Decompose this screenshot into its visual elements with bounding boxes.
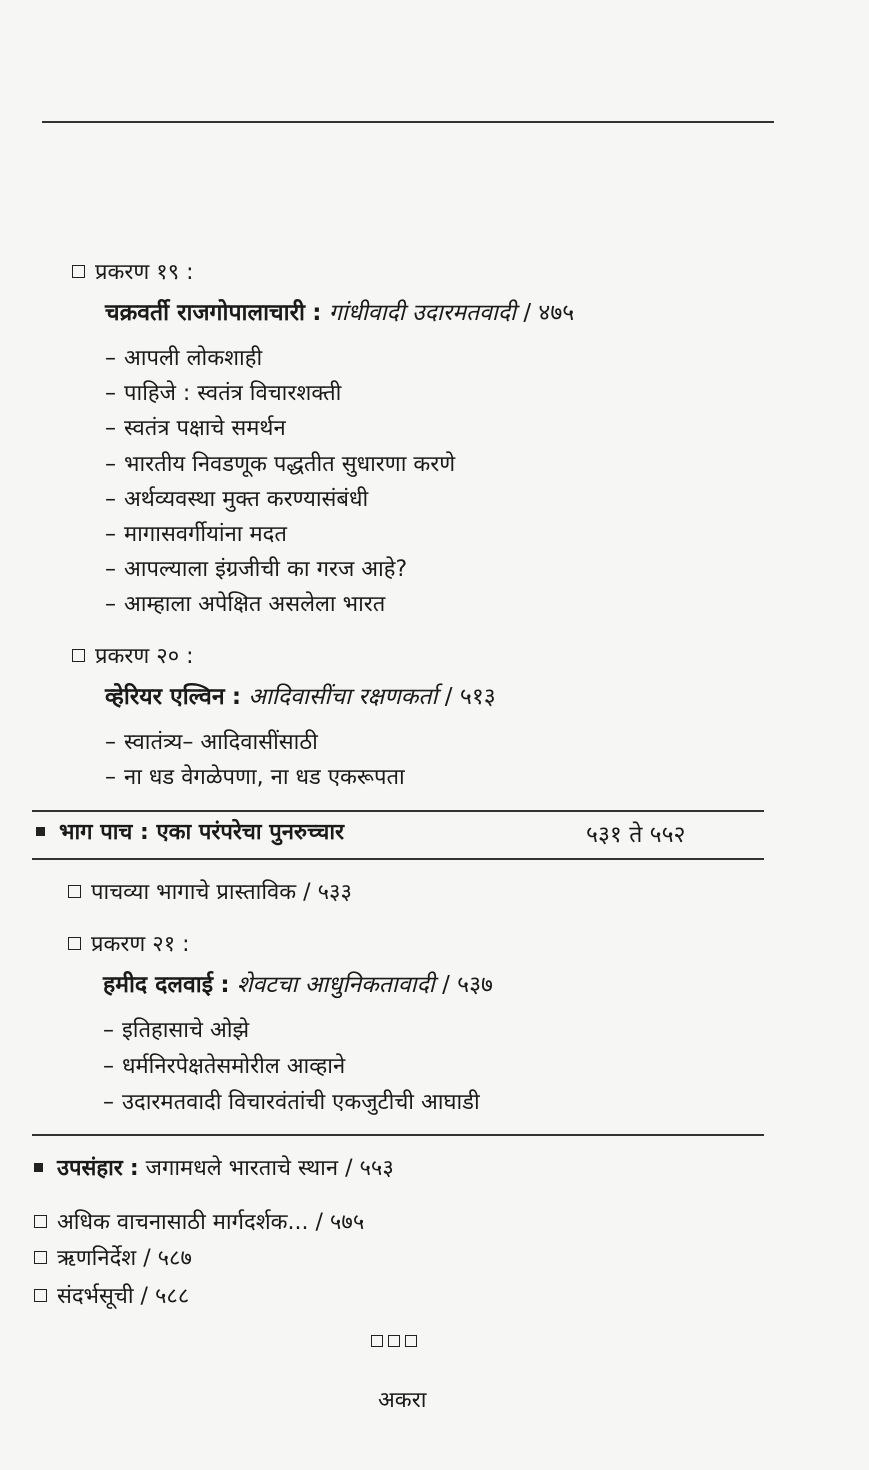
part-divider-top <box>32 810 764 812</box>
chapter-19-page: / ४७५ <box>523 300 575 326</box>
chapter-20-subtitle: आदिवासींचा रक्षणकर्ता <box>248 684 438 710</box>
chapter-21-title: हमीद दलवाई : शेवटचा आधुनिकतावादी / ५३७ <box>103 972 494 998</box>
filled-square-bullet-icon <box>36 827 45 836</box>
epilogue-entry: उपसंहार : जगामधले भारताचे स्थान / ५५३ <box>34 1154 394 1184</box>
part-5-title: भाग पाच : एका परंपरेचा पुनरुच्चार <box>36 818 344 848</box>
chapter-21-subtitle: शेवटचा आधुनिकतावादी <box>236 972 435 998</box>
list-item: – मागासवर्गीयांना मदत <box>105 522 287 547</box>
chapter-21-person: हमीद दलवाई <box>103 972 213 998</box>
list-item: – स्वतंत्र पक्षाचे समर्थन <box>105 416 286 441</box>
section-end-marks <box>371 1332 422 1351</box>
chapter-20-person: व्हेरियर एल्विन <box>105 684 225 710</box>
chapter-19-person: चक्रवर्ती राजगोपालाचारी <box>105 300 305 326</box>
top-rule <box>42 121 774 123</box>
list-item: – पाहिजे : स्वतंत्र विचारशक्ती <box>105 381 342 406</box>
chapter-19-subtitle: गांधीवादी उदारमतवादी <box>328 300 516 326</box>
square-ornament-icon <box>371 1335 383 1347</box>
list-item: – आपल्याला इंग्रजीची का गरज आहे? <box>105 557 408 582</box>
page-number: अकरा <box>378 1388 427 1413</box>
back-matter-item: अधिक वाचनासाठी मार्गदर्शक... / ५७५ <box>34 1208 364 1238</box>
back-matter-item: संदर्भसूची / ५८८ <box>34 1282 189 1312</box>
square-ornament-icon <box>388 1335 400 1347</box>
list-item: – धर्मनिरपेक्षतेसमोरील आव्हाने <box>103 1054 346 1079</box>
chapter-19-title: चक्रवर्ती राजगोपालाचारी : गांधीवादी उदारमतवादी / ४७५ <box>105 300 575 326</box>
list-item: – स्वातंत्र्य– आदिवासींसाठी <box>105 730 318 755</box>
square-bullet-icon <box>34 1289 47 1302</box>
square-bullet-icon <box>68 885 81 898</box>
list-item: – उदारमतवादी विचारवंतांची एकजुटीची आघाडी <box>103 1090 480 1115</box>
part-divider-bottom <box>32 858 764 860</box>
chapter-20-page: / ५१३ <box>444 684 496 710</box>
list-item: – ना धड वेगळेपणा, ना धड एकरूपता <box>105 765 405 790</box>
square-ornament-icon <box>405 1335 417 1347</box>
square-bullet-icon <box>72 649 85 662</box>
list-item: – अर्थव्यवस्था मुक्त करण्यासंबंधी <box>105 487 369 512</box>
square-bullet-icon <box>72 265 85 278</box>
square-bullet-icon <box>68 937 81 950</box>
list-item: – आपली लोकशाही <box>105 346 263 371</box>
chapter-21-heading: प्रकरण २१ : <box>68 930 190 960</box>
list-item: – इतिहासाचे ओझे <box>103 1018 250 1043</box>
epilogue-divider <box>32 1134 764 1136</box>
chapter-21-page: / ५३७ <box>442 972 494 998</box>
filled-square-bullet-icon <box>34 1163 43 1172</box>
chapter-20-heading: प्रकरण २० : <box>72 642 194 672</box>
back-matter-item: ऋणनिर्देश / ५८७ <box>34 1244 192 1274</box>
epilogue-label: उपसंहार <box>57 1156 123 1181</box>
part-5-page-range: ५३१ ते ५५२ <box>586 822 686 848</box>
chapter-20-title: व्हेरियर एल्विन : आदिवासींचा रक्षणकर्ता / ५१३ <box>105 684 496 710</box>
part-5-intro: पाचव्या भागाचे प्रास्ताविक / ५३३ <box>68 878 352 908</box>
square-bullet-icon <box>34 1215 47 1228</box>
square-bullet-icon <box>34 1251 47 1264</box>
list-item: – भारतीय निवडणूक पद्धतीत सुधारणा करणे <box>105 452 456 477</box>
list-item: – आम्हाला अपेक्षित असलेला भारत <box>105 592 386 617</box>
chapter-19-heading: प्रकरण १९ : <box>72 258 194 288</box>
